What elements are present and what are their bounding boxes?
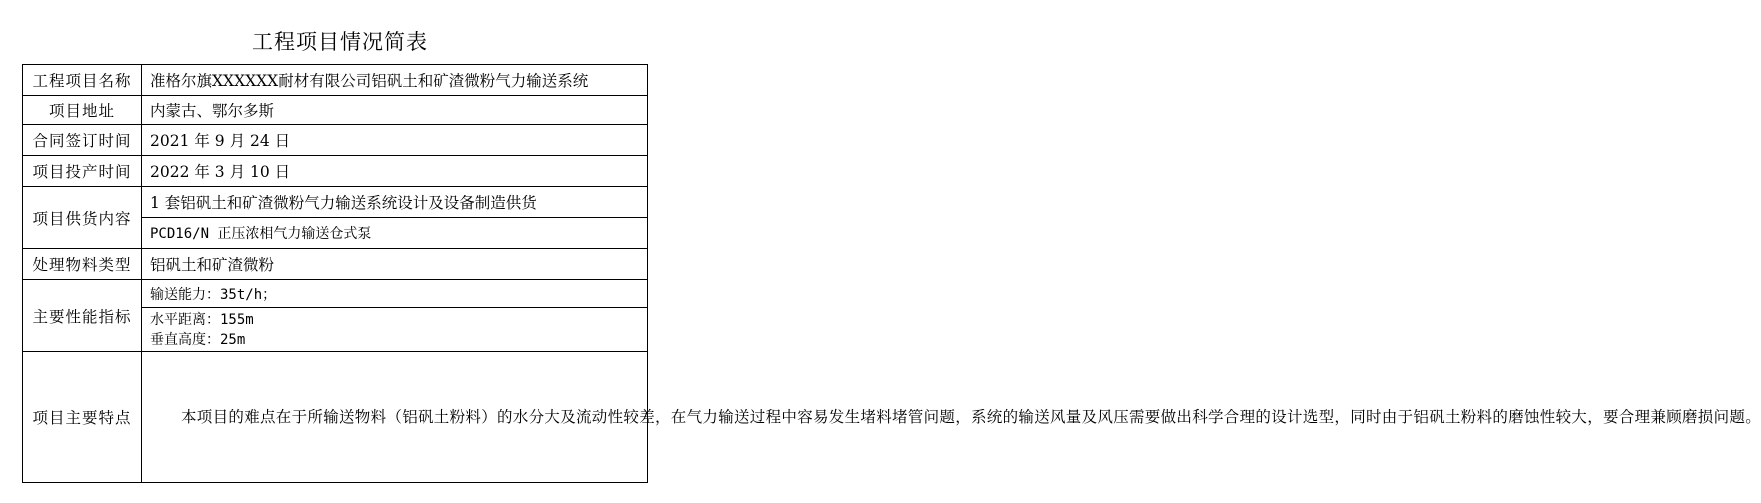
- value-contract-date: 2021 年 9 月 24 日: [142, 125, 648, 156]
- page-title: 工程项目情况简表: [252, 30, 428, 54]
- value-capacity: 输送能力：35t/h；: [142, 280, 648, 308]
- project-summary-table: [22, 64, 1761, 483]
- value-location: 内蒙古、鄂尔多斯: [142, 96, 648, 125]
- value-commission-date: 2022 年 3 月 10 日: [142, 156, 648, 187]
- label-contract-date: 合同签订时间: [23, 125, 142, 156]
- value-project-name: 准格尔旗XXXXXX耐材有限公司铝矾土和矿渣微粉气力输送系统: [142, 65, 648, 96]
- value-distances: [142, 308, 648, 352]
- table-row-supply-1: [23, 187, 648, 218]
- label-performance: 主要性能指标: [23, 280, 142, 352]
- value-features: 本项目的难点在于所输送物料（铝矾土粉料）的水分大及流动性较差，在气力输送过程中容易发生堵料堵管问题，系统的输送风量及风压需要做出科学合理的设计选型，同时由于铝矾土粉料的磨蚀性较大，要合理兼顾磨损问题。: [142, 352, 648, 483]
- table-row-material: [23, 249, 648, 280]
- table-row-commission-date: [23, 156, 648, 187]
- label-supply: 项目供货内容: [23, 187, 142, 249]
- label-material: 处理物料类型: [23, 249, 142, 280]
- value-horizontal-distance: 水平距离：155m: [150, 311, 254, 328]
- table-row-features: [23, 352, 648, 483]
- table-row-performance-1: [23, 280, 648, 308]
- label-location: 项目地址: [23, 96, 142, 125]
- label-project-name: 工程项目名称: [23, 65, 142, 96]
- value-vertical-height: 垂直高度：25m: [150, 331, 246, 348]
- value-material: 铝矾土和矿渣微粉: [142, 249, 648, 280]
- table-row-project-name: [23, 65, 648, 96]
- label-commission-date: 项目投产时间: [23, 156, 142, 187]
- label-features: 项目主要特点: [23, 352, 142, 483]
- value-supply-1: 1 套铝矾土和矿渣微粉气力输送系统设计及设备制造供货: [142, 187, 648, 218]
- table-row-location: [23, 96, 648, 125]
- table-row-contract-date: [23, 125, 648, 156]
- value-supply-2: PCD16/N 正压浓相气力输送仓式泵: [142, 218, 648, 249]
